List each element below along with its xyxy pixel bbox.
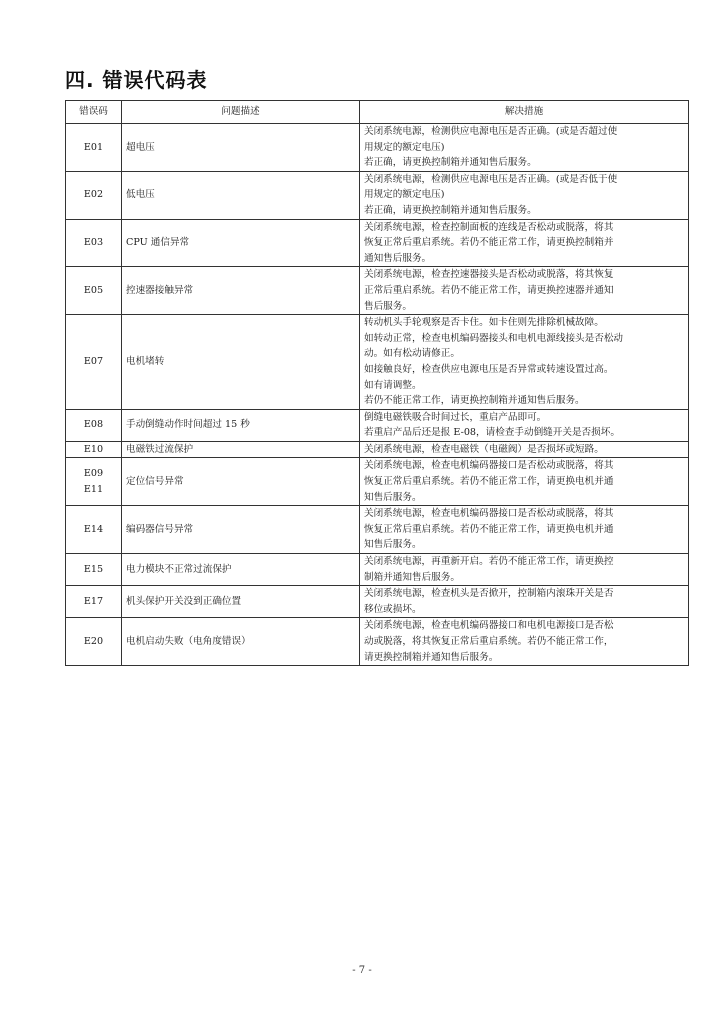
problem-description-cell: 编码器信号异常 — [122, 506, 360, 554]
solution-cell — [360, 171, 689, 219]
solution-cell — [360, 458, 689, 506]
solution-line: 如有请调整。 — [364, 379, 422, 391]
table-row — [66, 458, 689, 506]
solution-line: 请更换控制箱并通知售后服务。 — [364, 651, 499, 663]
solution-cell — [360, 219, 689, 267]
header-error-code: 错误码 — [66, 101, 122, 124]
table-row — [66, 267, 689, 315]
solution-line: 通知售后服务。 — [364, 252, 432, 264]
problem-description-cell: 电力模块不正常过流保护 — [122, 554, 360, 586]
error-code-cell: E20 — [66, 618, 122, 666]
error-code-cell: E14 — [66, 506, 122, 554]
error-code-cell: E08 — [66, 409, 122, 441]
problem-description-cell: CPU 通信异常 — [122, 219, 360, 267]
problem-description-cell: 低电压 — [122, 171, 360, 219]
solution-line: 关闭系统电源，检查电磁铁（电磁阀）是否损坏或短路。 — [364, 443, 604, 455]
table-row — [66, 586, 689, 618]
error-code-cell: E15 — [66, 554, 122, 586]
table-row — [66, 618, 689, 666]
table-row — [66, 409, 689, 441]
problem-description-cell: 手动倒缝动作时间超过 15 秒 — [122, 409, 360, 441]
table-row — [66, 506, 689, 554]
header-solution: 解决措施 — [360, 101, 689, 124]
table-row — [66, 554, 689, 586]
solution-line: 若仍不能正常工作，请更换控制箱并通知售后服务。 — [364, 395, 585, 407]
solution-line: 转动机头手轮观察是否卡住。如卡住则先排除机械故障。 — [364, 317, 604, 329]
error-code-cell: E10 — [66, 441, 122, 458]
solution-cell — [360, 506, 689, 554]
solution-cell — [360, 618, 689, 666]
solution-line: 售后服务。 — [364, 300, 412, 312]
solution-cell — [360, 267, 689, 315]
error-code-table — [65, 100, 689, 666]
table-body — [66, 124, 689, 666]
error-code-cell: E17 — [66, 586, 122, 618]
solution-cell — [360, 315, 689, 410]
solution-line: 关闭系统电源，检查控速器接头是否松动或脱落，将其恢复 — [364, 269, 614, 281]
error-code-cell: E01 — [66, 124, 122, 172]
error-code-cell: E02 — [66, 171, 122, 219]
solution-line: 关闭系统电源，检查电机编码器接口和电机电源接口是否松 — [364, 620, 614, 632]
solution-line: 知售后服务。 — [364, 491, 422, 503]
table-row — [66, 219, 689, 267]
solution-line: 关闭系统电源，再重新开启。若仍不能正常工作，请更换控 — [364, 556, 614, 568]
solution-line: 若正确，请更换控制箱并通知售后服务。 — [364, 204, 537, 216]
solution-line: 制箱并通知售后服务。 — [364, 571, 460, 583]
problem-description-cell: 电机堵转 — [122, 315, 360, 410]
solution-line: 用规定的额定电压) — [364, 189, 445, 201]
header-problem-description: 问题描述 — [122, 101, 360, 124]
solution-cell — [360, 441, 689, 458]
problem-description-cell: 超电压 — [122, 124, 360, 172]
problem-description-cell: 控速器接触异常 — [122, 267, 360, 315]
solution-line: 关闭系统电源，检查电机编码器接口是否松动或脱落，将其 — [364, 508, 614, 520]
solution-cell — [360, 409, 689, 441]
solution-line: 若重启产品后还是报 E-08，请检查手动倒缝开关是否损坏。 — [364, 427, 620, 439]
solution-line: 用规定的额定电压) — [364, 141, 445, 153]
solution-line: 正常后重启系统。若仍不能正常工作，请更换控速器并通知 — [364, 284, 614, 296]
problem-description-cell: 定位信号异常 — [122, 458, 360, 506]
problem-description-cell: 电机启动失败（电角度错误） — [122, 618, 360, 666]
solution-cell — [360, 586, 689, 618]
solution-line: 如接触良好，检查供应电源电压是否异常或转速设置过高。 — [364, 363, 614, 375]
solution-line: 知售后服务。 — [364, 539, 422, 551]
problem-description-cell: 电磁铁过流保护 — [122, 441, 360, 458]
solution-line: 恢复正常后重启系统。若仍不能正常工作，请更换电机并通 — [364, 523, 614, 535]
page-title: 四. 错误代码表 — [65, 68, 208, 92]
table-row — [66, 315, 689, 410]
solution-line: 恢复正常后重启系统。若仍不能正常工作，请更换控制箱并 — [364, 237, 614, 249]
error-code-cell: E05 — [66, 267, 122, 315]
solution-line: 动。如有松动请修正。 — [364, 348, 460, 360]
table-header-row — [66, 101, 689, 124]
solution-line: 关闭系统电源，检查电机编码器接口是否松动或脱落，将其 — [364, 460, 614, 472]
solution-line: 若正确，请更换控制箱并通知售后服务。 — [364, 157, 537, 169]
solution-line: 关闭系统电源，检查控制面板的连线是否松动或脱落，将其 — [364, 221, 614, 233]
solution-cell — [360, 124, 689, 172]
solution-line: 关闭系统电源，检测供应电源电压是否正确。(或是否低于使 — [364, 173, 618, 185]
solution-line: 关闭系统电源，检查机头是否掀开，控制箱内滚珠开关是否 — [364, 588, 614, 600]
table-row — [66, 441, 689, 458]
table-row — [66, 124, 689, 172]
solution-cell — [360, 554, 689, 586]
problem-description-cell: 机头保护开关没到正确位置 — [122, 586, 360, 618]
error-code-cell: E03 — [66, 219, 122, 267]
error-code-cell: E07 — [66, 315, 122, 410]
solution-line: 恢复正常后重启系统。若仍不能正常工作，请更换电机并通 — [364, 476, 614, 488]
solution-line: 关闭系统电源，检测供应电源电压是否正确。(或是否超过使 — [364, 126, 618, 137]
solution-line: 移位或损坏。 — [364, 603, 422, 615]
page-number: - 7 - — [352, 965, 372, 976]
error-code-cell: E09 E11 — [66, 458, 122, 506]
solution-line: 倒缝电磁铁吸合时间过长，重启产品即可。 — [364, 411, 547, 423]
solution-line: 动或脱落，将其恢复正常后重启系统。若仍不能正常工作， — [364, 636, 614, 647]
solution-line: 如转动正常，检查电机编码器接头和电机电源线接头是否松动 — [364, 332, 624, 344]
table-row — [66, 171, 689, 219]
